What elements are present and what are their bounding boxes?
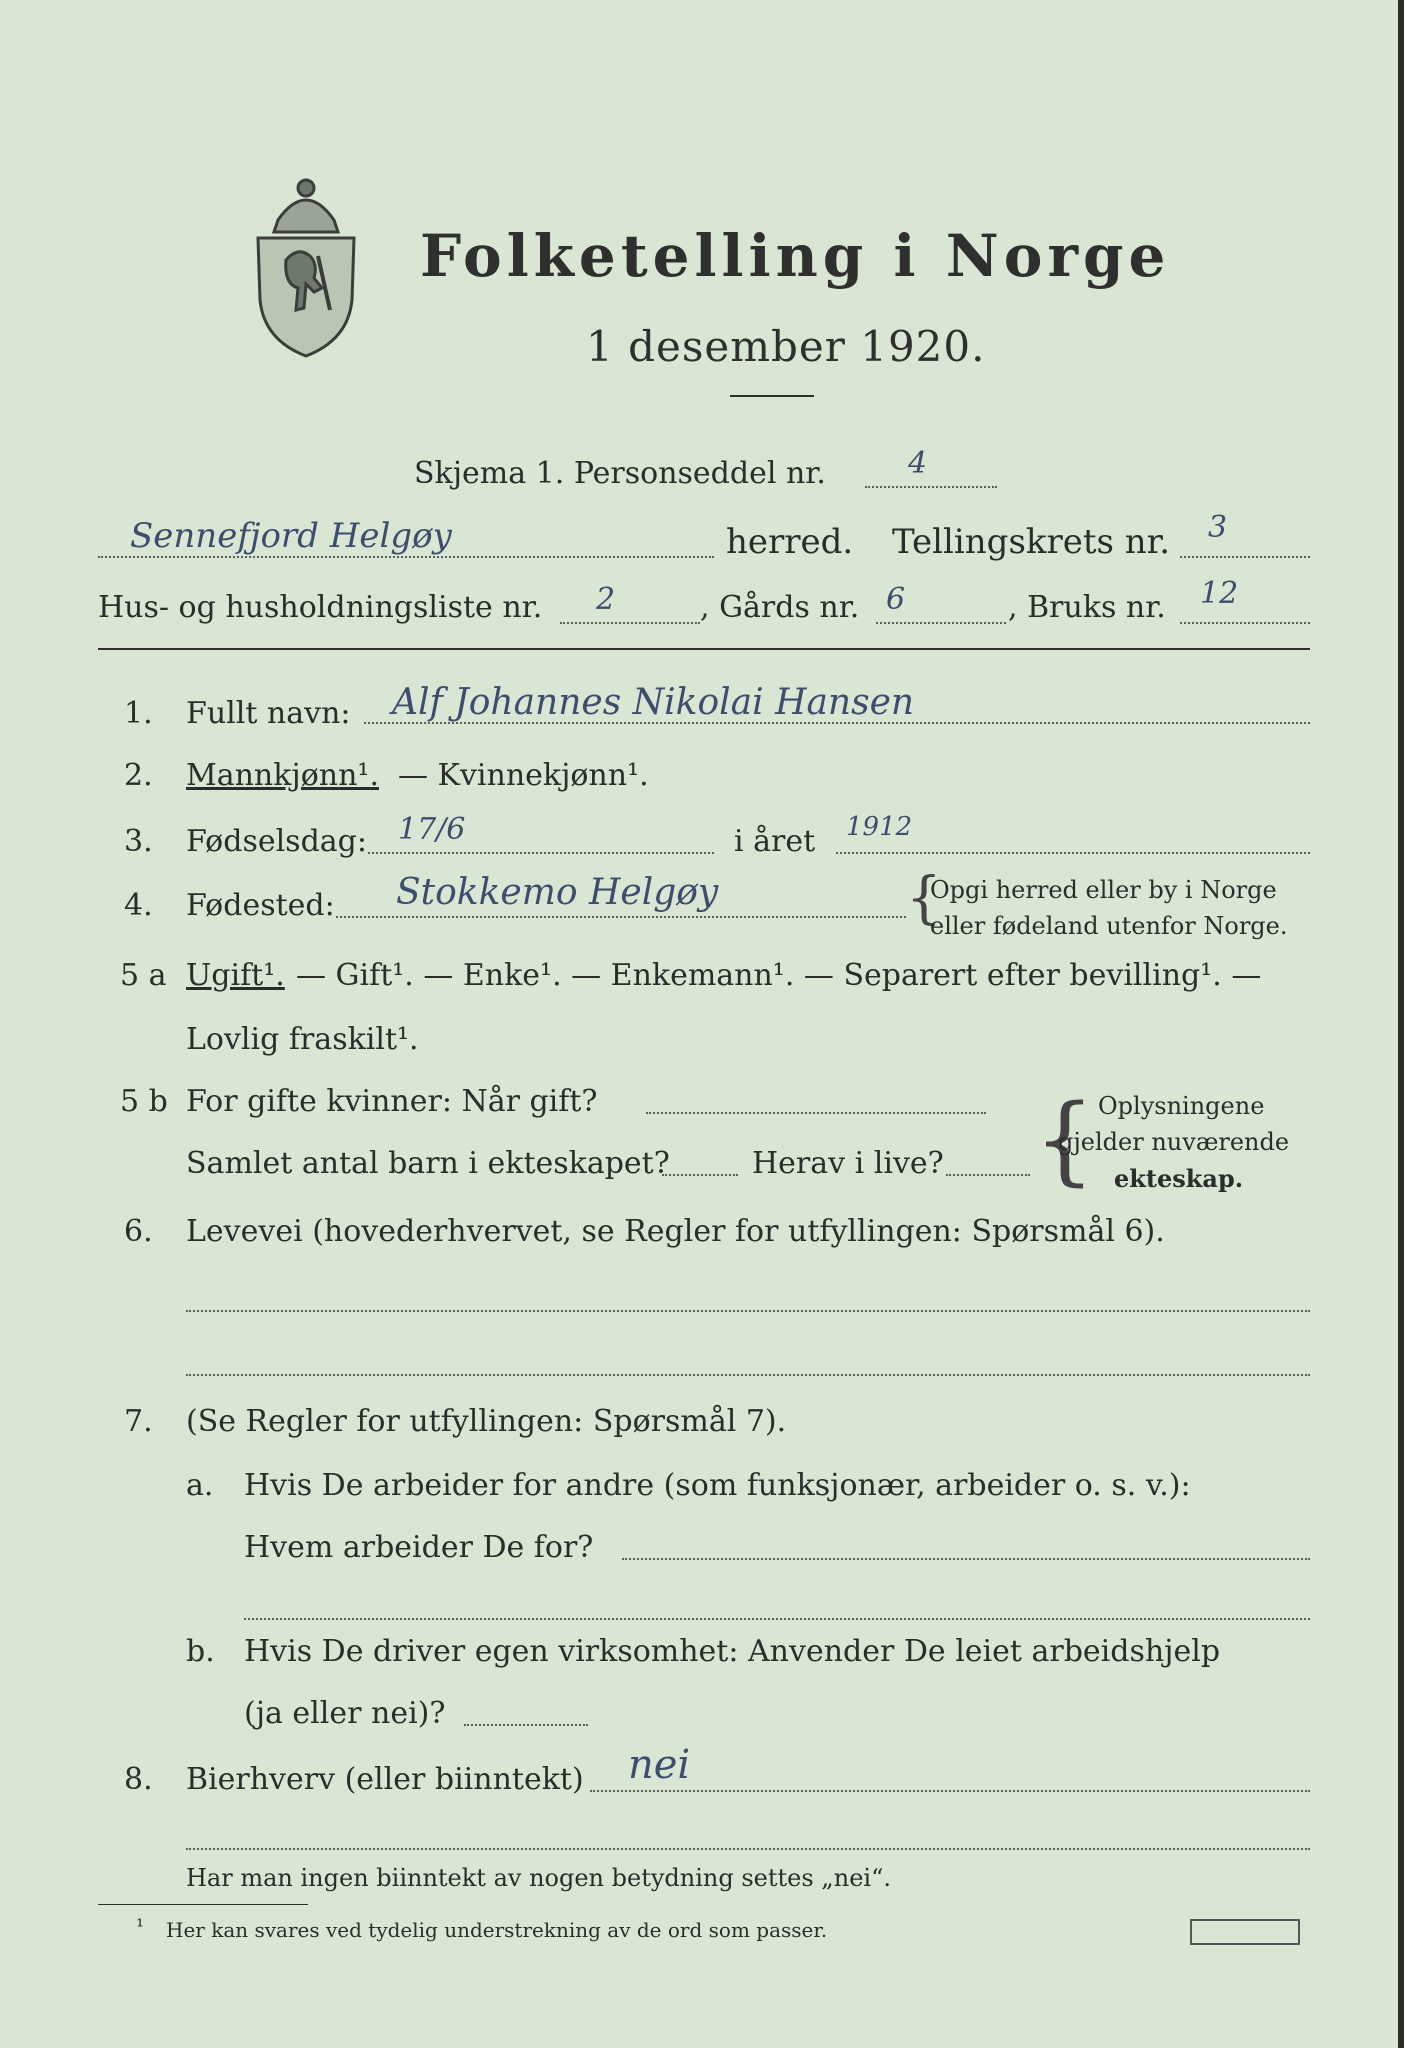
tellingskrets-value[interactable]: 3 xyxy=(1208,510,1228,545)
skjema-label: Skjema 1. Personseddel nr. xyxy=(414,456,826,491)
q7a-field-line-2[interactable] xyxy=(244,1618,1310,1620)
q5a-number: 5 a xyxy=(120,958,167,993)
birth-year-value[interactable]: 1912 xyxy=(846,812,913,842)
q5b-note-line1: Oplysningene xyxy=(1098,1092,1265,1120)
q1-label: Fullt navn: xyxy=(186,696,351,731)
q6-number: 6. xyxy=(124,1214,153,1249)
footnote-text: Her kan svares ved tydelig understrekning av de ord som passer. xyxy=(166,1918,828,1942)
birthplace-value[interactable]: Stokkemo Helgøy xyxy=(396,872,719,913)
husliste-field-line xyxy=(560,622,700,624)
footnote-divider xyxy=(98,1904,308,1905)
q7b-text: Hvis De driver egen virksomhet: Anvender De leiet arbeidshjelp xyxy=(244,1634,1221,1669)
personseddel-value[interactable]: 4 xyxy=(908,446,928,481)
gards-label: , Gårds nr. xyxy=(700,590,860,625)
q5b-children-label: Samlet antal barn i ekteskapet? xyxy=(186,1146,670,1181)
tellingskrets-label: Tellingskrets nr. xyxy=(892,522,1171,562)
gards-value[interactable]: 6 xyxy=(886,582,906,617)
q5b-note-line2: gjelder nuværende xyxy=(1058,1128,1290,1156)
status-fraskilt-option[interactable]: Lovlig fraskilt¹. xyxy=(186,1022,419,1057)
coat-of-arms-icon xyxy=(248,160,364,360)
status-ugift-option[interactable]: Ugift¹. xyxy=(186,958,285,993)
q7b-field-line[interactable] xyxy=(464,1724,588,1726)
printer-stamp xyxy=(1190,1919,1300,1945)
gender-male-option[interactable]: Mannkjønn¹. xyxy=(186,758,379,793)
bruks-value[interactable]: 12 xyxy=(1200,576,1239,611)
tellingskrets-field-line xyxy=(1180,556,1310,558)
q7a-text: Hvis De arbeider for andre (som funksjonær, arbeider o. s. v.): xyxy=(244,1468,1191,1503)
q5b-alive-label: Herav i live? xyxy=(752,1146,944,1181)
q4-note-line2: eller fødeland utenfor Norge. xyxy=(930,912,1288,940)
herred-label: herred. xyxy=(726,522,854,562)
birthday-value[interactable]: 17/6 xyxy=(398,812,466,847)
q3-field-line xyxy=(368,852,714,854)
q4-field-line xyxy=(336,916,906,918)
herred-value[interactable]: Sennefjord Helgøy xyxy=(130,516,452,556)
title-divider xyxy=(730,395,814,397)
full-name-value[interactable]: Alf Johannes Nikolai Hansen xyxy=(392,682,915,723)
q6-field-line-1[interactable] xyxy=(186,1310,1310,1312)
q8-label: Bierhverv (eller biinntekt) xyxy=(186,1762,584,1797)
q7a-employer-label: Hvem arbeider De for? xyxy=(244,1530,594,1565)
form-title: Folketelling i Norge xyxy=(420,222,1171,290)
header-divider xyxy=(98,648,1310,650)
gards-field-line xyxy=(876,622,1006,624)
form-subtitle: 1 desember 1920. xyxy=(586,322,986,371)
husliste-value[interactable]: 2 xyxy=(596,582,616,617)
q7-number: 7. xyxy=(124,1404,153,1439)
q8-number: 8. xyxy=(124,1762,153,1797)
q5b-brace: { xyxy=(1034,1084,1096,1196)
q6-label: Levevei (hovederhvervet, se Regler for utfyllingen: Spørsmål 6). xyxy=(186,1214,1165,1249)
q3-label: Fødselsdag: xyxy=(186,824,367,859)
q4-number: 4. xyxy=(124,888,153,923)
q4-brace: { xyxy=(906,866,942,931)
q4-note-line1: Opgi herred eller by i Norge xyxy=(930,876,1277,904)
footnote-mark: ¹ xyxy=(136,1914,145,1938)
q2-number: 2. xyxy=(124,758,153,793)
status-other-options[interactable]: — Gift¹. — Enke¹. — Enkemann¹. — Separert efter bevilling¹. — xyxy=(296,958,1262,993)
q8-field-line xyxy=(590,1790,1310,1792)
q3-year-field-line xyxy=(836,852,1310,854)
herred-field-line xyxy=(98,556,714,558)
personseddel-field-line xyxy=(865,486,997,488)
q7a-letter: a. xyxy=(186,1468,214,1503)
biinntekt-note: Har man ingen biinntekt av nogen betydning settes „nei“. xyxy=(186,1864,891,1892)
bruks-field-line xyxy=(1180,622,1310,624)
q5b-number: 5 b xyxy=(120,1084,168,1119)
q5b-note-line3: ekteskap. xyxy=(1114,1164,1244,1193)
bruks-label: , Bruks nr. xyxy=(1008,590,1166,625)
scan-edge xyxy=(1398,0,1404,2048)
q6-field-line-2[interactable] xyxy=(186,1374,1310,1376)
q5b-field-line xyxy=(646,1112,986,1114)
q3-year-label: i året xyxy=(734,824,816,859)
q5b-alive-field-line xyxy=(946,1174,1030,1176)
q5b-children-field-line xyxy=(662,1174,738,1176)
side-income-value[interactable]: nei xyxy=(628,1742,691,1788)
q1-number: 1. xyxy=(124,696,153,731)
q7b-letter: b. xyxy=(186,1634,215,1669)
q7-label: (Se Regler for utfyllingen: Spørsmål 7). xyxy=(186,1404,787,1439)
q3-number: 3. xyxy=(124,824,153,859)
q5b-label: For gifte kvinner: Når gift? xyxy=(186,1084,598,1119)
gender-female-option[interactable]: — Kvinnekjønn¹. xyxy=(398,758,649,793)
q7a-field-line[interactable] xyxy=(622,1558,1310,1560)
husliste-label: Hus- og husholdningsliste nr. xyxy=(98,590,543,625)
q4-label: Fødested: xyxy=(186,888,335,923)
q7b-yesno-label: (ja eller nei)? xyxy=(244,1696,446,1731)
q8-field-line-2[interactable] xyxy=(186,1848,1310,1850)
